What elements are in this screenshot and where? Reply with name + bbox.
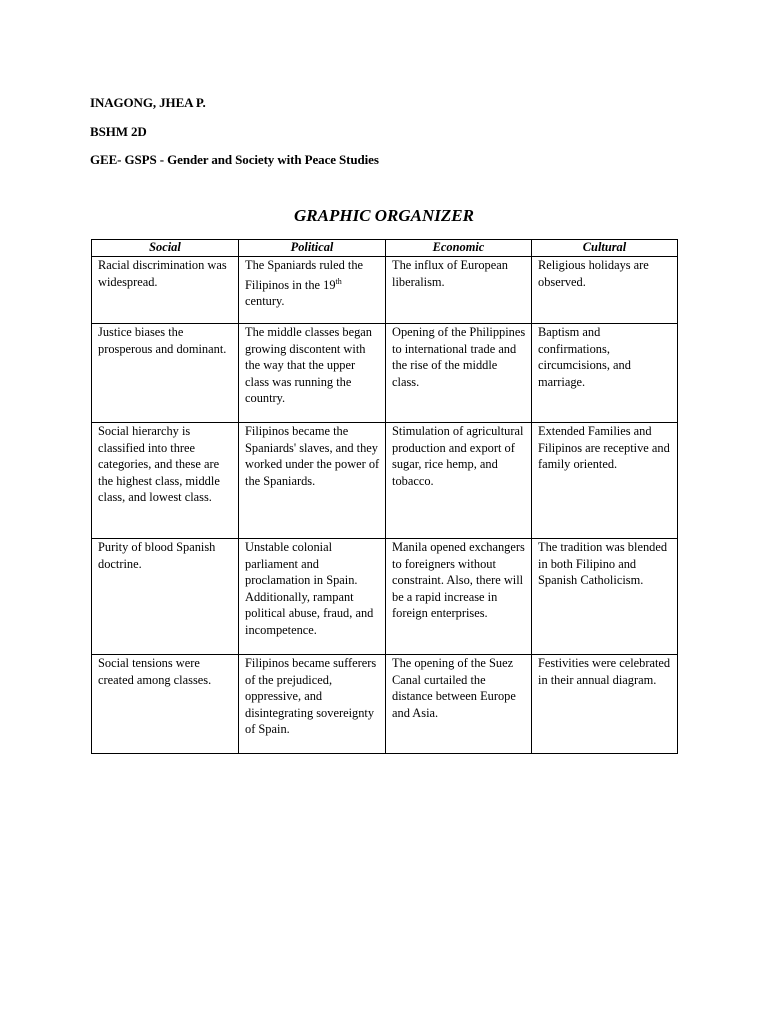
column-header-economic: Economic [386,240,532,257]
table-cell-political: Unstable colonial parliament and proclamation in Spain. Additionally, rampant political abuse, fraud, and incompetence. [239,539,386,655]
table-row [92,539,678,655]
table-cell-cultural: Religious holidays are observed. [532,257,678,324]
column-header-social: Social [92,240,239,257]
subject-title: GEE- GSPS - Gender and Society with Peace Studies [90,152,379,167]
table-cell-economic: The influx of European liberalism. [386,257,532,324]
table-cell-economic: Manila opened exchangers to foreigners without constraint. Also, there will be a rapid increase in foreign enterprises. [386,539,532,655]
column-header-political: Political [239,240,386,257]
column-header-cultural: Cultural [532,240,678,257]
table-row [92,655,678,754]
table-cell-social: Justice biases the prosperous and dominant. [92,324,239,423]
table-cell-political: The Spaniards ruled the Filipinos in the 19th century. [239,257,386,324]
document-title: GRAPHIC ORGANIZER [294,206,474,225]
course-section: BSHM 2D [90,124,147,139]
table-cell-cultural: The tradition was blended in both Filipino and Spanish Catholicism. [532,539,678,655]
table-cell-economic: Opening of the Philippines to international trade and the rise of the middle class. [386,324,532,423]
graphic-organizer-table [91,239,678,754]
student-name: INAGONG, JHEA P. [90,95,206,110]
table-cell-cultural: Festivities were celebrated in their annual diagram. [532,655,678,754]
ordinal-suffix: th [335,276,342,286]
table-row [92,324,678,423]
table-cell-cultural: Baptism and confirmations, circumcisions, and marriage. [532,324,678,423]
table-row [92,423,678,539]
table-cell-political: The middle classes began growing discontent with the way that the upper class was running the country. [239,324,386,423]
table-cell-social: Racial discrimination was widespread. [92,257,239,324]
table-cell-social: Social tensions were created among classes. [92,655,239,754]
table-cell-cultural: Extended Families and Filipinos are receptive and family oriented. [532,423,678,539]
table-header-row [92,240,678,257]
table-row [92,257,678,324]
table-cell-social: Social hierarchy is classified into three categories, and these are the highest class, middle class, and lowest class. [92,423,239,539]
table-cell-political: Filipinos became the Spaniards' slaves, and they worked under the power of the Spaniards. [239,423,386,539]
table-cell-economic: The opening of the Suez Canal curtailed the distance between Europe and Asia. [386,655,532,754]
table-cell-political: Filipinos became sufferers of the prejudiced, oppressive, and disintegrating sovereignty of Spain. [239,655,386,754]
table-cell-economic: Stimulation of agricultural production and export of sugar, rice hemp, and tobacco. [386,423,532,539]
table-cell-social: Purity of blood Spanish doctrine. [92,539,239,655]
